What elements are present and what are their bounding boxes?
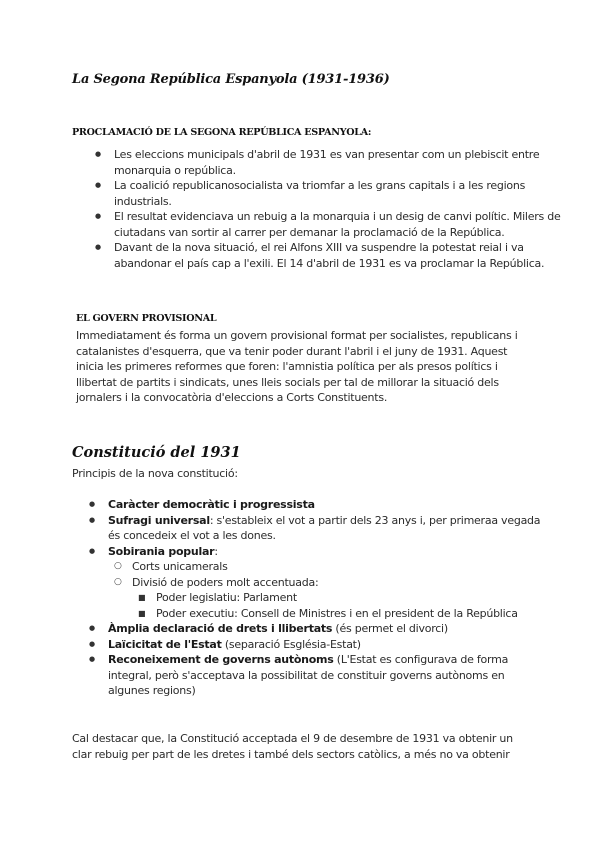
govern-heading: EL GOVERN PROVISIONAL bbox=[76, 313, 217, 324]
proclamacio-heading: PROCLAMACIÓ DE LA SEGONA REPÚBLICA ESPANYOLA: bbox=[72, 127, 372, 138]
item-text: : s'estableix el vot a partir dels 23 anys i, per primeraa vegada és concedeix el vot a les dones. bbox=[108, 513, 541, 542]
list-item: ● Davant de la nova situació, el rei Alfons XIII va suspendre la potestat reial i va abandonar el país cap a l'exili. El 14 d'abril de 1931 es va proclamar la República. bbox=[114, 240, 564, 271]
list-item: ● Les eleccions municipals d'abril de 1931 es van presentar com un plebiscit entre monarquia o república. bbox=[114, 147, 564, 178]
constitucio-title: Constitució del 1931 bbox=[72, 444, 241, 461]
list-item bbox=[108, 513, 548, 544]
item-bold: Caràcter democràtic i progressista bbox=[108, 498, 315, 511]
proclamacio-list bbox=[72, 147, 564, 271]
sub-list-item bbox=[132, 575, 548, 622]
list-item bbox=[108, 621, 548, 637]
list-item bbox=[108, 637, 548, 653]
sobirania-sublist bbox=[108, 559, 548, 621]
item-text: (separació Església-Estat) bbox=[221, 637, 361, 651]
govern-paragraph: Immediatament és forma un govern provisional format per socialistes, republicans i catalanistes d'esquerra, que va tenir poder durant l'abril i el juny de 1931. Aquest inicia les primeres reformes que foren: l'amnistia política per als presos polítics i llibertat de partits i sindicats, unes lleis socials per tal de millorar la situació dels jornalers i la convocatòria d'eleccions a Corts Constituents. bbox=[76, 329, 518, 404]
item-bold: Laïcicitat de l'Estat bbox=[108, 637, 222, 651]
document-title: La Segona República Espanyola (1931-1936) bbox=[72, 72, 390, 87]
poders-sublist bbox=[132, 590, 548, 621]
sub-sub-list-item: ■ Poder executiu: Consell de Ministres i en el president de la República bbox=[156, 606, 548, 622]
item-text: (L'Estat es configurava de forma integral, però s'acceptava la possibilitat de constituir governs autònoms en algunes regions) bbox=[108, 653, 509, 697]
item-text: : bbox=[214, 544, 218, 558]
item-bold: Àmplia declaració de drets i llibertats bbox=[108, 622, 333, 635]
sub-sub-list-item: ■ Poder legislatiu: Parlament bbox=[156, 590, 548, 606]
list-item bbox=[108, 544, 548, 622]
item-bold: Sobirania popular bbox=[108, 544, 215, 558]
sub-list-item: ○ Corts unicamerals bbox=[132, 559, 548, 575]
list-item bbox=[108, 652, 548, 699]
item-text: Divisió de poders molt accentuada: bbox=[132, 575, 319, 589]
list-item bbox=[108, 497, 548, 513]
constitucio-intro: Principis de la nova constitució: bbox=[72, 467, 238, 480]
list-item: ● El resultat evidenciava un rebuig a la monarquia i un desig de canvi polític. Milers de ciutadans van sortir al carrer per demanar la proclamació de la República. bbox=[114, 209, 564, 240]
item-bold: Reconeixement de governs autònoms bbox=[108, 653, 334, 666]
item-text: (és permet el divorci) bbox=[332, 622, 448, 635]
item-bold: Sufragi universal bbox=[108, 513, 210, 527]
list-item: ● La coalició republicanosocialista va triomfar a les grans capitals i a les regions industrials. bbox=[114, 178, 564, 209]
closing-paragraph: Cal destacar que, la Constitució acceptada el 9 de desembre de 1931 va obtenir un clar rebuig per part de les dretes i també dels sectors catòlics, a més no va obtenir bbox=[72, 732, 513, 761]
principis-list bbox=[72, 497, 548, 699]
